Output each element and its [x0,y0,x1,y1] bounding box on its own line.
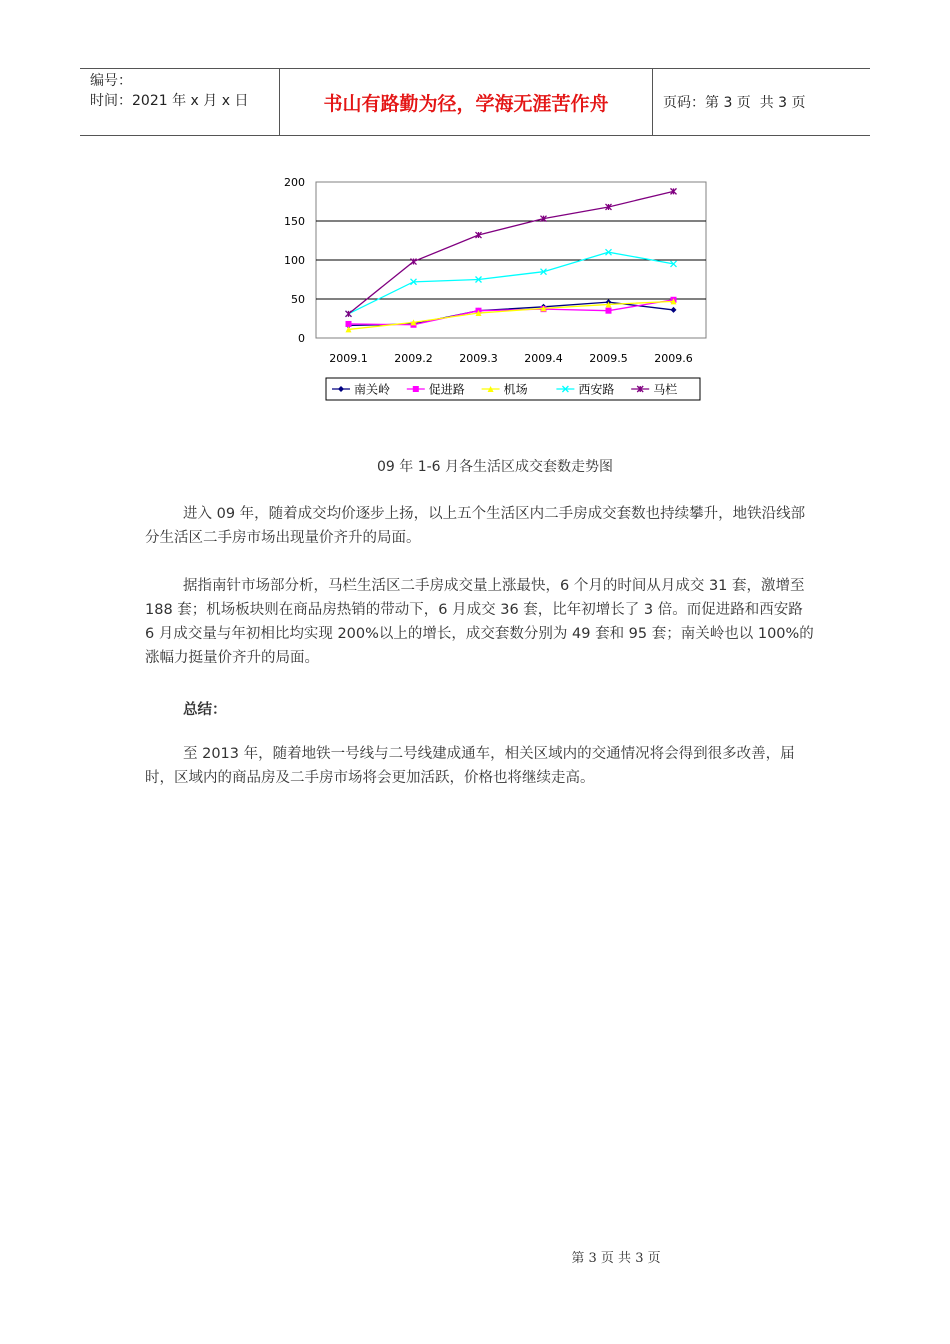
page-footer: 第 3 页 共 3 页 [571,1251,661,1266]
legend-label: 促进路 [428,382,465,397]
x-tick-label: 2009.1 [329,352,368,365]
paragraph-analysis: 据指南针市场部分析，马栏生活区二手房成交量上涨最快，6 个月的时间从月成交 31 套，激增至 188 套；机场板块则在商品房热销的带动下，6 月成交 36 套，比年初增长了 3 倍。而促进路和西安路 6 月成交量与年初相比均实现 200%以上的增长，成交套数分别为 49 套和 95 套；南关岭也以 100%的涨幅力挺量价齐升的局面。 [145,578,814,666]
document-date: 时间：2021 年 x 月 x 日 [90,93,249,109]
y-tick-label: 0 [298,332,305,345]
x-tick-label: 2009.3 [459,352,498,365]
data-point [346,321,352,327]
x-tick-label: 2009.4 [524,352,563,365]
paragraph-summary: 至 2013 年，随着地铁一号线与二号线建成通车，相关区域内的交通情况将会得到很多改善，届时，区域内的商品房及二手房市场将会更加活跃，价格也将继续走高。 [145,746,795,786]
y-tick-label: 50 [291,293,305,306]
x-tick-label: 2009.6 [654,352,693,365]
y-tick-label: 200 [284,176,305,189]
document-header [80,68,870,136]
data-point [606,308,612,314]
header-meta [80,69,280,135]
page-info-text: 页码：第 3 页 共 3 页 [663,95,806,111]
chart-caption: 09 年 1-6 月各生活区成交套数走势图 [376,459,614,475]
legend-label: 机场 [503,382,528,397]
legend-marker [413,386,419,392]
x-tick-label: 2009.2 [394,352,433,365]
y-tick-label: 100 [284,254,305,267]
header-page-info [653,69,870,135]
legend-label: 西安路 [578,382,615,397]
legend-label: 南关岭 [354,382,391,397]
line-chart [270,170,720,410]
y-tick-label: 150 [284,215,305,228]
document-number-label: 编号： [90,73,132,89]
legend-label: 马栏 [653,382,678,397]
x-tick-label: 2009.5 [589,352,628,365]
summary-heading: 总结： [183,702,227,718]
paragraph-intro: 进入 09 年，随着成交均价逐步上扬，以上五个生活区内二手房成交套数也持续攀升，地铁沿线部分生活区二手房市场出现量价齐升的局面。 [145,506,806,546]
header-motto: 书山有路勤为径，学海无涯苦作舟 [280,69,653,135]
